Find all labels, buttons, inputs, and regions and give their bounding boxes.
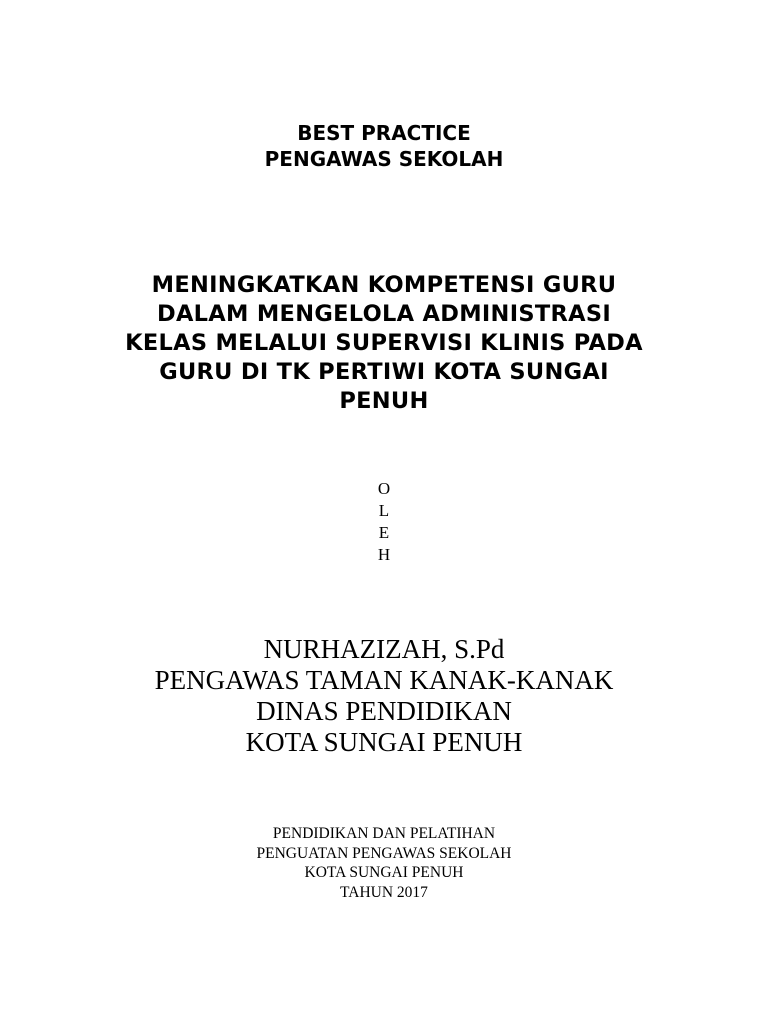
- title-line: PENUH: [339, 388, 429, 414]
- oleh-letter: L: [378, 501, 390, 520]
- title-line: GURU DI TK PERTIWI KOTA SUNGAI: [159, 359, 609, 385]
- oleh-letter: O: [377, 479, 391, 498]
- title-line: DALAM MENGELOLA ADMINISTRASI: [156, 301, 612, 327]
- footer-line: PENDIDIKAN DAN PELATIHAN: [272, 825, 496, 842]
- footer-year: TAHUN 2017: [340, 883, 428, 901]
- author-position: PENGAWAS TAMAN KANAK-KANAK: [154, 665, 614, 695]
- author-agency: DINAS PENDIDIKAN: [256, 696, 512, 726]
- author-info: [0, 634, 768, 758]
- report-title: [0, 271, 768, 416]
- oleh-letter: H: [377, 545, 391, 564]
- author-city: KOTA SUNGAI PENUH: [245, 727, 523, 757]
- footer-line: PENGUATAN PENGAWAS SEKOLAH: [256, 844, 512, 862]
- title-line: KELAS MELALUI SUPERVISI KLINIS PADA: [125, 330, 643, 356]
- header-line-best-practice: BEST PRACTICE: [297, 121, 471, 145]
- oleh-vertical: [0, 478, 768, 566]
- title-line: MENINGKATKAN KOMPETENSI GURU: [151, 272, 617, 298]
- report-footer: [0, 824, 768, 902]
- footer-line: KOTA SUNGAI PENUH: [304, 864, 464, 881]
- author-name: NURHAZIZAH, S.Pd: [263, 634, 505, 664]
- oleh-letter: E: [378, 523, 390, 542]
- report-header: [0, 120, 768, 172]
- header-line-pengawas-sekolah: PENGAWAS SEKOLAH: [264, 147, 504, 171]
